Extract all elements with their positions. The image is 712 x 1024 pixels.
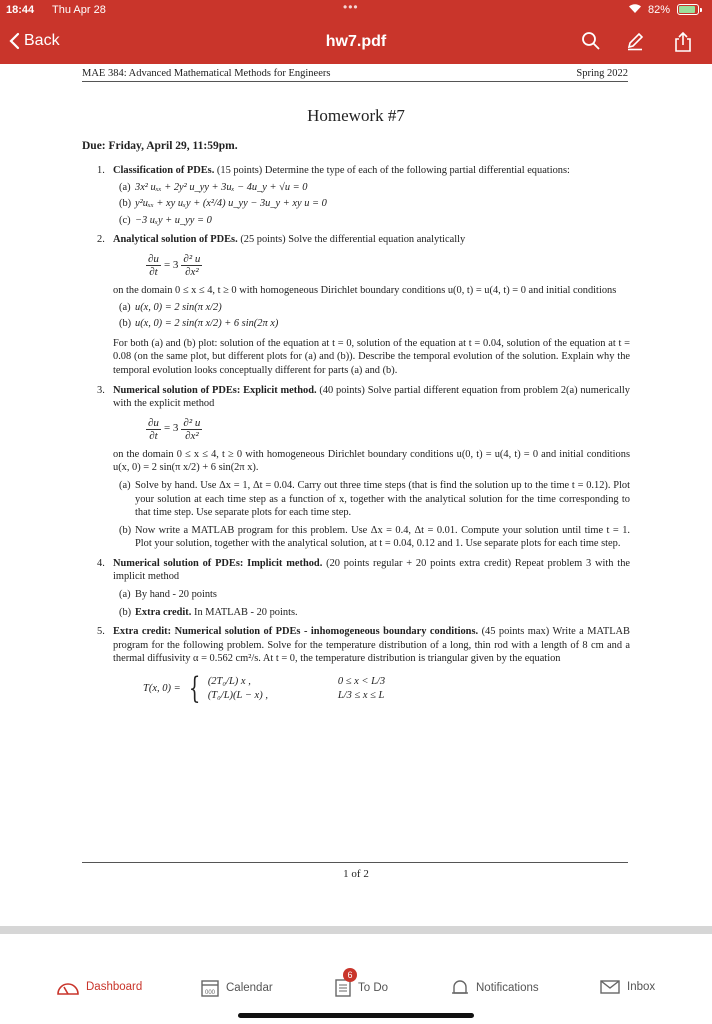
equation-1c: −3 uₓy + u_yy = 0 [135, 214, 212, 226]
heat-equation: $\frac{\partial u}{\partial t}$ = 3 $\frac{\text{∂² u}}{\text{∂x²}}$ [148, 416, 201, 442]
running-header [82, 68, 628, 82]
share-icon[interactable] [673, 31, 693, 58]
tab-todo[interactable]: To Do [334, 978, 388, 998]
home-indicator[interactable] [238, 1013, 474, 1018]
equation-1b: y²uₓₓ + xy uₓy + (x²/4) u_yy − 3u_y + xy u = 0 [135, 198, 327, 210]
tab-dashboard[interactable]: Dashboard [56, 978, 142, 996]
problem-list [82, 164, 630, 710]
course-title: MAE 384: Advanced Mathematical Methods for Engineers [82, 68, 331, 79]
status-bar [0, 0, 712, 20]
back-label: Back [24, 32, 60, 49]
svg-text:000: 000 [204, 990, 216, 996]
battery-icon [677, 4, 699, 15]
due-date: Due: Friday, April 29, 11:59pm. [82, 140, 238, 152]
heat-equation: $\frac{\partial u}{\partial t}$ = 3 $\frac{\text{∂² u}}{\text{∂x²}}$ [148, 252, 201, 278]
pen-icon[interactable] [625, 31, 645, 56]
problem-4: 4. Numerical solution of PDEs: Implicit method. (20 points regular + 20 points extra credit) Repeat problem 3 with the implicit method (a) By hand - 20 points (b) Extra credit. In MATLAB - 20 points. [97, 557, 630, 618]
battery-percent: 82% [648, 4, 671, 16]
homework-title: Homework #7 [307, 106, 405, 125]
todo-badge: 6 [343, 968, 357, 982]
wifi-icon [628, 3, 642, 17]
dashboard-icon [56, 978, 80, 996]
plot-instructions: For both (a) and (b) plot: solution of the equation at t = 0, solution of the equation at t = 0.04, solution of the equation at t = 0.08 (on the same plot, but different plots for (a) and (b)). Describe the temporal evolution of the solution. Explain why the temporal evolution looks conceptually different for parts (a) and (b). [113, 337, 630, 376]
status-date: Thu Apr 28 [52, 4, 106, 16]
document-title: hw7.pdf [325, 33, 387, 50]
initial-condition-equation: T(x, 0) = { (2T₀/L) x , 0 ≤ x < L/3 (T₀/L)(L − x) , L/3 ≤ x ≤ L [143, 671, 386, 707]
footer-rule [82, 862, 628, 863]
tab-bar [0, 934, 712, 1024]
problem-3: 3. Numerical solution of PDEs: Explicit method. (40 points) Solve partial different equation from problem 2(a) numerically with the explicit method $\frac{\partial u}{\partial t}$ = 3 $\frac{\text{∂² u}}{\text{∂x²}}$ on the domain 0 ≤ x ≤ 4, t ≥ 0 with homogeneous Dirichlet boundary conditions u(0, t) = u(4, t) = 0 and initial conditions u(x, 0) = 2 sin(π x/2) + 6 sin(2π x). (a) Solve by hand. Use Δx = 1, Δt = 0.04. Carry out three time steps (that is find the solution up to the time t = 0.12). Plot your solution at each time step as a function of x, together with the analytical solution for the time corresponding to that time step. Use separate plots for each time step. (b) Now write a MATLAB program for this problem. Use Δx = 0.4, Δt = 0.01. Compute your solution until time t = 1. Plot your solution, together with the analytical solution, at t = 0.04, 0.12 and 1. Use separate plots for each time step. [97, 384, 630, 550]
equation-1a: 3x² uₓₓ + 2y² u_yy + 3uₓ − 4u_y + √u = 0 [135, 181, 308, 193]
problem-5: 5. Extra credit: Numerical solution of PDEs - inhomogeneous boundary conditions. (45 points max) Write a MATLAB program for the following problem. Solve for the temperature distribution of a long, thin rod with a length of 8 cm and a thermal diffusivity α = 0.562 cm²/s. At t = 0, the temperature distribution is triangular given by the equation T(x, 0) = { (2T₀/L) x , 0 ≤ x < L/3 (T₀/L)(L − x) , L/3 ≤ x ≤ L [97, 626, 630, 707]
pdf-page[interactable] [0, 64, 712, 930]
tab-calendar[interactable]: 000 Calendar [200, 978, 273, 998]
semester: Spring 2022 [576, 68, 628, 79]
tab-inbox[interactable]: Inbox [599, 978, 655, 996]
page-gap [0, 926, 712, 934]
multitask-dots-icon[interactable]: ••• [343, 0, 359, 14]
status-time: 18:44 [6, 4, 35, 16]
nav-bar [0, 20, 712, 64]
problem-1: 1. Classification of PDEs. (15 points) Determine the type of each of the following partial differential equations: (a) 3x² uₓₓ + 2y² u_yy + 3uₓ − 4u_y + √u = 0 (b) y²uₓₓ + xy uₓy + (x²/4) u_yy − 3u_y + xy u = 0 (c) −3 uₓy + u_yy = 0 [97, 165, 570, 226]
bell-icon [450, 978, 470, 998]
search-icon[interactable] [581, 31, 601, 56]
inbox-icon [599, 978, 621, 996]
domain-text: on the domain 0 ≤ x ≤ 4, t ≥ 0 with homogeneous Dirichlet boundary conditions u(0, t) = u(4, t) = 0 and initial conditions [113, 284, 617, 296]
tab-notifications[interactable]: Notifications [450, 978, 539, 998]
calendar-icon [200, 978, 220, 998]
page-number: 1 of 2 [343, 868, 369, 880]
problem-2: 2. Analytical solution of PDEs. (25 points) Solve the differential equation analytically $\frac{\partial u}{\partial t}$ = 3 $\frac{\text{∂² u}}{\text{∂x²}}$ on the domain 0 ≤ x ≤ 4, t ≥ 0 with homogeneous Dirichlet boundary conditions u(0, t) = u(4, t) = 0 and initial conditions (a) u(x, 0) = 2 sin(π x/2) (b) u(x, 0) = 2 sin(π x/2) + 6 sin(2π x) For both (a) and (b) plot: solution of the equation at t = 0, solution of the equation at t = 0.04, solution of the equation at t = 0.08 (on the same plot, but different plots for (a) and (b)). Describe the temporal evolution of the solution. Explain why the temporal evolution looks conceptually different for parts (a) and (b). [97, 234, 630, 376]
